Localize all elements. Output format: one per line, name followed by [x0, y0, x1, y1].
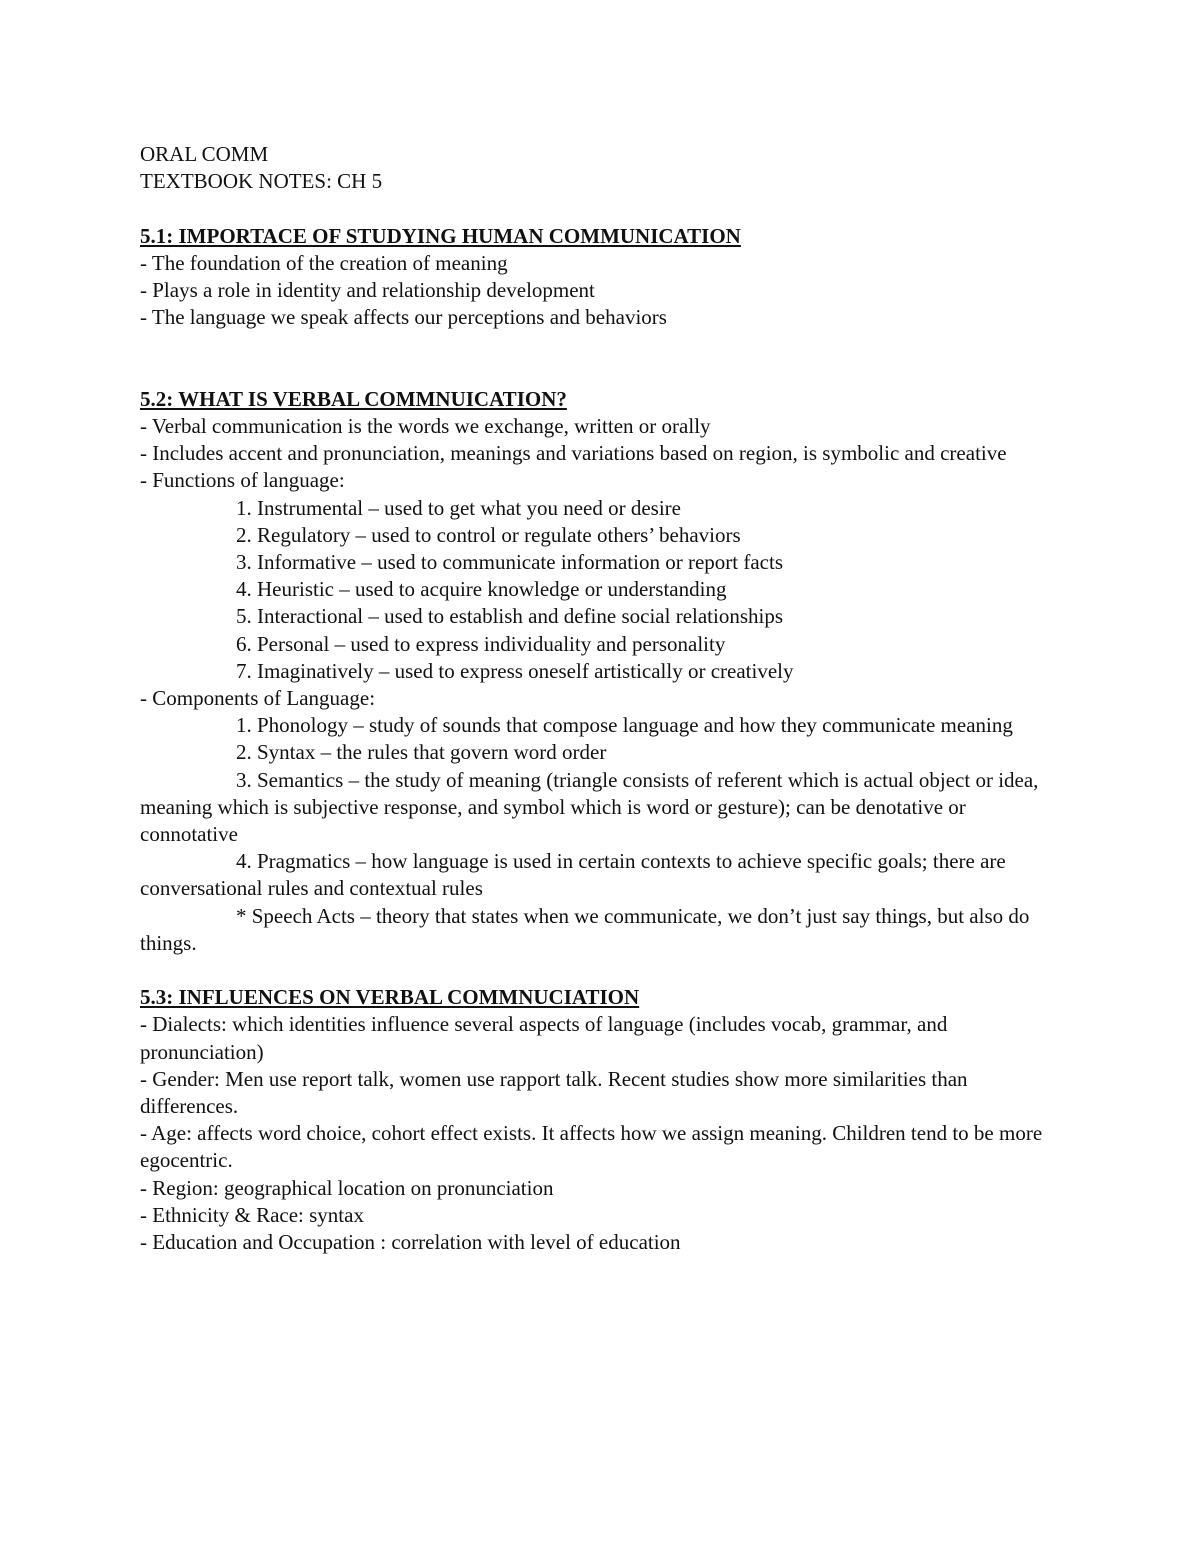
component-item: 3. Semantics – the study of meaning (triangle consists of referent which is actual object or idea, meaning which is subjective response, and symbol which is word or gesture); can be denotative or connotative: [140, 767, 1039, 847]
function-item: 1. Instrumental – used to get what you need or desire: [236, 495, 681, 520]
components-label: - Components of Language:: [140, 686, 376, 711]
function-item: 5. Interactional – used to establish and define social relationships: [236, 604, 784, 629]
component-item: 2. Syntax – the rules that govern word order: [236, 740, 607, 765]
bullet-item: - Ethnicity & Race: syntax: [140, 1202, 364, 1227]
bullet-item: - Includes accent and pronunciation, meanings and variations based on region, is symbolic and creative: [140, 441, 1007, 466]
course-title: ORAL COMM: [140, 142, 269, 166]
section-heading-5-2: 5.2: WHAT IS VERBAL COMMNUICATION?: [140, 386, 567, 411]
document-body: [140, 141, 1060, 1256]
spacer: [140, 195, 1060, 222]
function-item: 4. Heuristic – used to acquire knowledge or understanding: [236, 577, 727, 602]
bullet-item: - Functions of language:: [140, 468, 345, 493]
bullet-item: - Plays a role in identity and relationship development: [140, 278, 595, 302]
function-item: 6. Personal – used to express individuality and personality: [236, 631, 726, 656]
spacer: [140, 331, 1060, 385]
bullet-item: - Verbal communication is the words we exchange, written or orally: [140, 414, 711, 438]
section-heading-5-1: 5.1: IMPORTACE OF STUDYING HUMAN COMMUNICATION: [140, 223, 741, 248]
bullet-item: - Dialects: which identities influence several aspects of language (includes vocab, grammar, and pronunciation): [140, 1012, 948, 1064]
bullet-item: - The foundation of the creation of meaning: [140, 250, 508, 275]
bullet-item: - Age: affects word choice, cohort effect exists. It affects how we assign meaning. Children tend to be more egocentric.: [140, 1121, 1043, 1173]
function-item: 2. Regulatory – used to control or regulate others’ behaviors: [236, 522, 741, 547]
bullet-item: - The language we speak affects our perceptions and behaviors: [140, 305, 667, 330]
speech-acts-note: * Speech Acts – theory that states when we communicate, we don’t just say things, but also do things.: [140, 903, 1030, 955]
component-item: 4. Pragmatics – how language is used in certain contexts to achieve specific goals; there are conversational rules and contextual rules: [140, 849, 1006, 901]
function-item: 7. Imaginatively – used to express oneself artistically or creatively: [236, 658, 794, 683]
bullet-item: - Gender: Men use report talk, women use rapport talk. Recent studies show more similarities than differences.: [140, 1066, 968, 1119]
bullet-item: - Region: geographical location on pronunciation: [140, 1175, 554, 1200]
component-item: 1. Phonology – study of sounds that compose language and how they communicate meaning: [236, 713, 1013, 738]
function-item: 3. Informative – used to communicate information or report facts: [236, 550, 783, 575]
section-heading-5-3: 5.3: INFLUENCES ON VERBAL COMMNUCIATION: [140, 985, 640, 1010]
bullet-item: - Education and Occupation : correlation with level of education: [140, 1230, 681, 1255]
notes-subtitle: TEXTBOOK NOTES: CH 5: [140, 169, 383, 194]
spacer: [140, 957, 1060, 984]
